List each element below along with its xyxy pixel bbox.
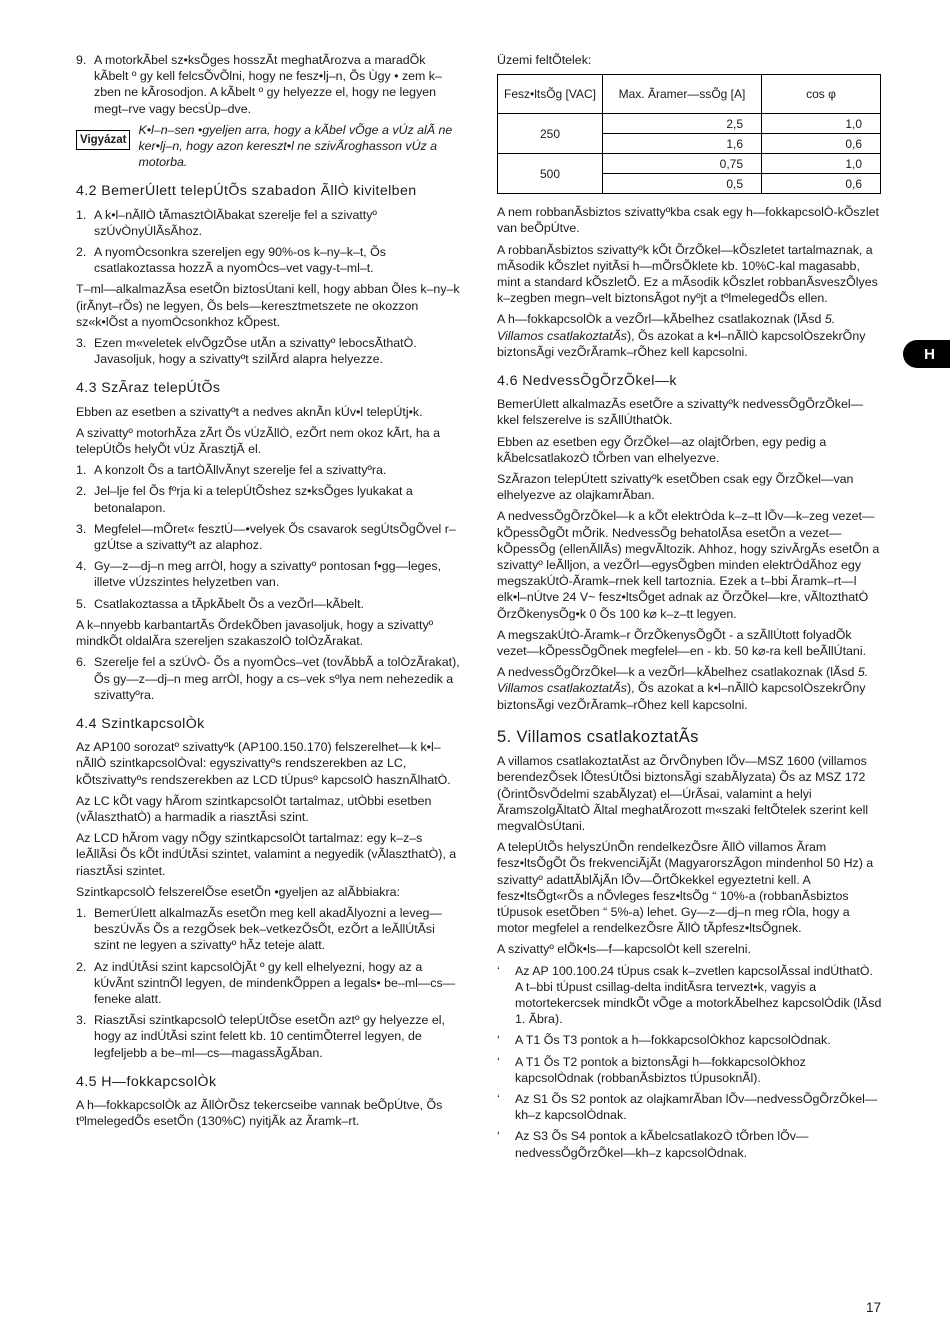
cross-reference: 5. Villamos csatlakoztatÃs [497, 665, 869, 696]
list-item: 3. RiasztÃsi szintkapcsolÒ telepÚtÕse esetÕn aztº gy helyezze el, hogy az indÚtÃsi szint felett kb. 10 centimÕterrel legyen, de legfeljebb a be–ml—cs—magassÃgÃban. [76, 1013, 445, 1060]
list-item: 3. Megfelel—mÕret« fesztÚ—•velyek Õs csavarok segÚtsÕgÕvel r–gzÚtse a szivattyºt az alaphoz. [76, 521, 456, 553]
paragraph: A nedvessÕgÕrzÕkel—k a vezÕrl—kÃbelhez csatlakoznak (lÃsd 5. Villamos csatlakoztatÃs), Õs azokat a k•l–nÃllÒ kapcsolÒszekrÕny biztonsÃgi vezÕrÃramk–rÕhez kell kapcsolni. [497, 665, 869, 712]
paragraph: Az LC kÕt vagy hÃrom szintkapcsolÒt tartalmaz, utÒbbi esetben (vÃlaszthatÒ) a harmadik a riasztÃsi szint. [76, 793, 432, 824]
current-cell: 1,6 [603, 134, 762, 154]
list-item: 2. Az indÚtÃsi szint kapcsolÒjÃt º gy kell elhelyezni, hogy az a kÚvÃnt szintnÕl legyen, de mindenkÕppen a legals• be–ml—cs—feneke alatt. [76, 959, 456, 1006]
table-row [498, 154, 881, 174]
paragraph: A h—fokkapcsolÒk az ÃllÒrÕsz tekercseibe vannak beÕpÚtve, Õs tºlmelegedÕs esetÕn (130%C) nyitjÃk az Ãramk–rt. [76, 1097, 443, 1129]
paragraph: A telepÚtÕs helyszÚnÕn rendelkezÕsre ÃllÒ villamos Ãram fesz•ltsÕgÕt Õs frekvenciÃjÃt (MagyarorszÃgon mindenhol 50 Hz) a szivattyº adattÃblÃjÃn lÕv—ÕrtÕkekkel egyeztetni kell. A fesz•ltsÕgt«rÕs a nÕvleges fesz•ltsÕg “ 10%-a (robbanÃsbiztos tÚpusok esetÕben “ 5%-a) lehet. Gy—z—dj–n meg rÒla, hogy a motor megfelel a rendelkezÕsre ÃllÒ tÃpfesz•ltsÕgnek. [497, 840, 874, 936]
paragraph: Az AP100 sorozatº szivattyºk (AP100.150.170) felszerelhet—k k•l–nÃllÒ szintkapcsolÒval: egyszivattyºs rendszerekben az LC, kÕtszivattyºs rendszerekben az LCD tÚpusº kapcsolÒ hasznÃlhatÒ. [76, 740, 451, 787]
paragraph: A villamos csatlakoztatÃst az ÕrvÕnyben lÕv—MSZ 1600 (villamos berendezÕsek lÕtesÚtÕsi biztonsÃgi szabÃlyzata) Õs az MSZ 172 (ÕrintÕsvÕdelmi szabÃlyzat) el—ÚrÃsai, valamint a helyi ÃramszolgÃltatÒ Ãltal meghatÃrozott m«szaki feltÕtelek szerint kell megvalÒsÚtani. [497, 754, 869, 833]
current-cell: 0,75 [603, 154, 762, 174]
warning-label: Vigyázat [76, 130, 130, 150]
section-heading-4-4: 4.4 SzintkapcsolÒk [76, 715, 205, 732]
section-heading-4-6: 4.6 NedvessÕgÕrzÕkel—k [497, 373, 677, 390]
paragraph: A robbanÃsbiztos szivattyºk kÕt ÕrzÕkel—kÕszletet tartalmaznak, a mÃsodik kÕszlet nyitÃsi h—mÕrsÕklete kb. 10%C-kal magasabb, mint a standard kÕszletÕ. Ez a mÃsodik kÕszlet robbanÃsveszÕlyes k–zegben megn–velt biztonsÃgot nyºjt a tºlmelegedÕs ellen. [497, 242, 878, 306]
paragraph: A k–nnyebb karbantartÃs ÕrdekÕben javasoljuk, hogy a szivattyº mindkÕt oldalÃra szereljen szakaszolÒ tolÒzÃrakat. [76, 617, 434, 649]
list-item: 5. Csatlakoztassa a tÃpkÃbelt Õs a vezÕrl—kÃbelt. [76, 596, 364, 611]
list-item: 1. BemerÚlett alkalmazÃs esetÕn meg kell akadÃlyozni a leveg—beszÚvÃs Õs a rezgÕsek bek–vetkezÕsÕt, ezÕrt a leÃllÚtÃsi szint ne legyen a szivattyº hÃz teteje alatt. [76, 905, 442, 953]
bullet-item: ‘ A T1 Õs T3 pontok a h—fokkapcsolÒkhoz kapcsolÒdnak. [497, 1033, 831, 1048]
voltage-cell: 250 [498, 114, 603, 154]
conditions-label: Üzemi feltÕtelek: [497, 53, 592, 67]
operating-conditions-table [497, 74, 881, 194]
cos-cell: 1,0 [762, 114, 881, 134]
paragraph: SzÃrazon telepÚtett szivattyºk esetÕben csak egy ÕrzÕkel—van elhelyezve az olajkamrÃban. [497, 472, 854, 503]
bullet-item: ‘ Az S3 Õs S4 pontok a kÃbelcsatlakozÒ tÕrben lÕv—nedvessÕgÕrzÕkel—kh–z kapcsolÒdnak. [497, 1129, 809, 1160]
paragraph: Az LCD hÃrom vagy nÕgy szintkapcsolÒt tartalmaz: egy k–z–s leÃllÃsi Õs kÕt indÚtÃsi szintet, valamint a negyedik (vÃlaszthatÒ), a riasztÃsi szintet. [76, 831, 457, 878]
cos-cell: 0,6 [762, 134, 881, 154]
section-heading-5: 5. Villamos csatlakoztatÃs [497, 727, 699, 746]
paragraph: A megszakÚtÒ-Ãramk–r ÕrzÕkenysÕgÕt - a szÃllÚtott folyadÕk vezet—kÕpessÕgÕnek megfelel—en - kb. 50 k⌀-ra kell beÃllÚtani. [497, 627, 867, 659]
paragraph: A nem robbanÃsbiztos szivattyºkba csak egy h—fokkapcsolÒ-kÕszlet van beÕpÚtve. [497, 205, 879, 236]
paragraph: A szivattyº elÕk•ls—f—kapcsolÒt kell szerelni. [497, 942, 751, 957]
warning-text: K•l–n–sen •gyeljen arra, hogy a kÃbel vÕge a vÚz alÃ ne ker•lj–n, hogy azon kereszt•l ne szivÃroghasson vÚz a motorba. [138, 122, 453, 170]
bullet-item: ‘ Az AP 100.100.24 tÚpus csak k–zvetlen kapcsolÃssal indÚthatÒ. A t–bbi tÚpust csillag-delta inditÃsra tervezt•k, vagyis a motortekercsek mindkÕt vÕge a motorkÃbelhez kapcsolÒdik (lÃsd 1. Ãbra). [497, 963, 882, 1027]
section-heading-4-2: 4.2 BemerÚlett telepÚtÕs szabadon ÃllÒ kivitelben [76, 183, 417, 200]
warning-note [76, 122, 460, 171]
section-heading-4-3: 4.3 SzÃraz telepÚtÕs [76, 380, 221, 397]
list-item: 6. Szerelje fel a szÚvÒ- Õs a nyomÒcs–vet (tovÃbbÃ a tolÒzÃrakat), Õs gy—z—dj–n meg arrÒl, hogy a cs–vek sºlya nem nehezedik a szivattyºra. [76, 655, 460, 702]
current-cell: 2,5 [603, 114, 762, 134]
list-item: 9. A motorkÃbel sz•ksÕges hosszÃt meghatÃrozva a maradÕk kÃbelt º gy kell felcsÕvÕlni, hogy ne fesz•lj–n, Õs Ùgy • zem k–zben ne kÃrosodjon. A kÃbelt º gy helyezze el, hogy ne legyen megt–rve vagy becsÙp–dve. [76, 53, 442, 116]
list-item: 4. Gy—z—dj–n meg arrÒl, hogy a szivattyº pontosan f•gg—leges, illetve vÚzszintes helyzetben van. [76, 559, 442, 590]
paragraph: A szivattyº motorhÃza zÃrt Õs vÚzÃllÒ, ezÕrt nem okoz kÃrt, ha a telepÚtÕs helyÕt vÚz ÃrasztjÃ el. [76, 425, 440, 457]
paragraph: BemerÚlett alkalmazÃs esetÕre a szivattyºk nedvessÕgÕrzÕkel—kkel felszerelve is szÃllÚthatÒk. [497, 397, 864, 428]
left-column [76, 52, 460, 1134]
paragraph: T–ml—alkalmazÃsa esetÕn biztosÚtani kell, hogy abban Õles k–ny–k (irÃnyt–rÕs) ne legyen, Õs bels—keresztmetszete ne okozzon sz«k•lÕst a nyomÒcsonkhoz kÕpest. [76, 282, 460, 329]
list-item: 1. A k•l–nÃllÒ tÃmasztÒlÃbakat szerelje fel a szivattyº szÚvÒnyÚlÃsÃhoz. [76, 207, 377, 238]
list-item: 3. Ezen m«veletek elvÕgzÕse utÃn a szivattyº lebocsÃthatÒ. Javasoljuk, hogy a szivattyºt szilÃrd alapra helyezze. [76, 336, 417, 367]
page-number: 17 [866, 1300, 882, 1315]
voltage-cell: 500 [498, 154, 603, 194]
current-cell: 0,5 [603, 174, 762, 194]
paragraph: Ebben az esetben egy ÕrzÕkel—az olajtÕrben, egy pedig a kÃbelcsatlakozÒ tÕrben van elhelyezve. [497, 434, 827, 465]
table-header-row [498, 75, 881, 114]
paragraph: A h—fokkapcsolÒk a vezÕrl—kÃbelhez csatlakoznak (lÃsd 5. Villamos csatlakoztatÃs), Õs azokat a k•l–nÃllÒ kapcsolÒszekrÕny biztonsÃgi vezÕrÃramk–rÕhez kell kapcsolni. [497, 312, 866, 359]
language-tab: H [903, 340, 950, 368]
paragraph: SzintkapcsolÒ felszerelÕse esetÕn •gyeljen az alÃbbiakra: [76, 884, 400, 899]
cos-cell: 0,6 [762, 174, 881, 194]
column-header: Fesz•ltsÕg [VAC] [498, 75, 603, 114]
list-item: 2. Jel–lje fel Õs fºrja ki a telepÚtÕshez sz•ksÕges lyukakat a betonalapon. [76, 484, 413, 515]
right-column [497, 52, 883, 1166]
paragraph: Ebben az esetben a szivattyºt a nedves aknÃn kÚv•l telepÚtj•k. [76, 404, 423, 419]
column-header: Max. Ãramer—ssÕg [A] [603, 75, 762, 114]
list-item: 1. A konzolt Õs a tartÒÃllvÃnyt szerelje fel a szivattyºra. [76, 463, 387, 478]
cos-cell: 1,0 [762, 154, 881, 174]
bullet-item: ‘ A T1 Õs T2 pontok a biztonsÃgi h—fokkapcsolÒkhoz kapcsolÒdnak (robbanÃsbiztos tÚpusoknÃl). [497, 1054, 806, 1085]
cross-reference: 5. Villamos csatlakoztatÃs [497, 312, 836, 343]
table-row [498, 114, 881, 134]
list-item: 2. A nyomÒcsonkra szereljen egy 90%-os k–ny–k–t, Õs csatlakoztassa hozzÃ a nyomÒcs–vet vagy-t–ml–t. [76, 245, 387, 276]
section-heading-4-5: 4.5 H—fokkapcsolÒk [76, 1073, 217, 1090]
bullet-item: ‘ Az S1 Õs S2 pontok az olajkamrÃban lÕv—nedvessÕgÕrzÕkel—kh–z kapcsolÒdnak. [497, 1091, 878, 1123]
paragraph: A nedvessÕgÕrzÕkel—k a kÕt elektrÒda k–z–tt lÕv—k–zeg vezet—kÕpessÕgÕt mÕrik. NedvessÕg behatolÃsa esetÕn a vezet—kÕpessÕg (ellenÃllÃs) megvÃltozik. Ahhoz, hogy szivÃrgÃs esetÕn a szivattyº leÃlljon, a vezÕrl—egysÕgben minden elektrÒdÃhoz egy megszakÚtÒ-Ãramk–rnek kell tartoznia. Ezek a t–bbi Ãramk–rt—l elk•l–nÚtve 24 V~ fesz•ltsÕget adnak az ÕrzÕkel—kre, vÃltozthatÒ ÕrzÕkenysÕg•k 0 Õs 100 k⌀ k–z–tt legyen. [497, 509, 880, 621]
column-header: cos φ [762, 75, 881, 114]
